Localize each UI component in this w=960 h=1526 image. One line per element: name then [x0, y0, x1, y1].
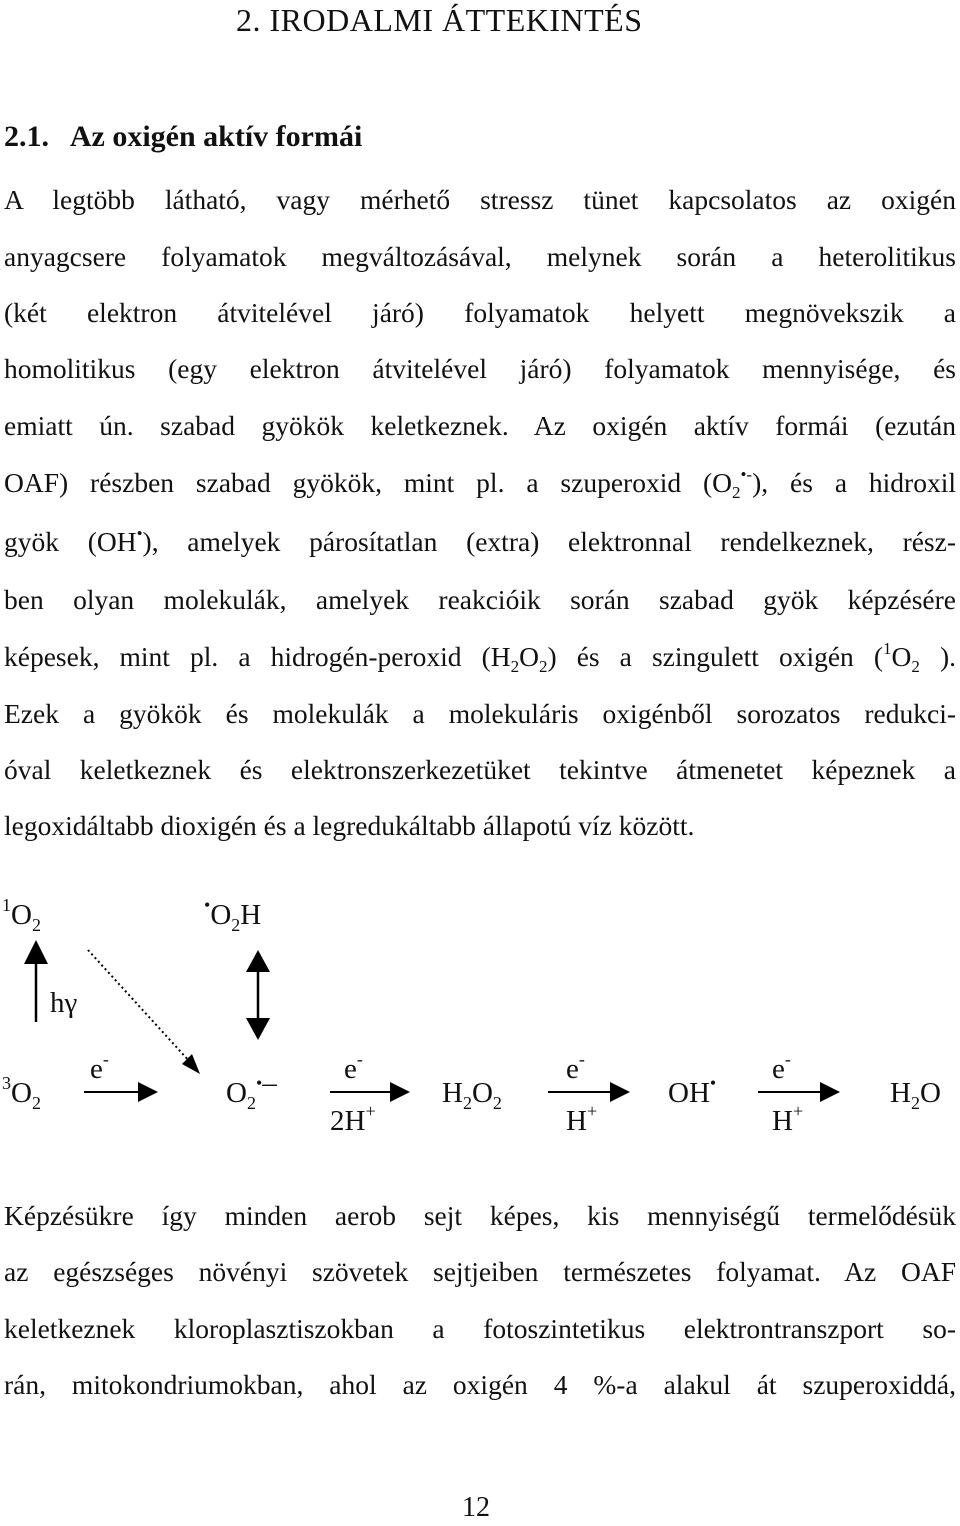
text-line: [4, 522, 956, 562]
arrow-right-icon: [820, 1082, 840, 1102]
superscript: •-: [740, 465, 753, 484]
subscript: 2: [731, 483, 741, 502]
superscript: 1: [883, 639, 892, 658]
subscript: 2: [538, 657, 548, 676]
electron-label: e-: [90, 1049, 109, 1085]
section-number: 2.1.: [4, 120, 49, 153]
text-line: emiatt ún. szabad gyökök keletkeznek. Az oxigén aktív formái (ezután: [4, 410, 956, 441]
hydrogen-peroxide-label: $H_2O_2$: [442, 1077, 502, 1113]
chapter-title: 2. IRODALMI ÁTTEKINTÉS: [236, 2, 643, 38]
electron-label: e-: [344, 1049, 363, 1085]
singlet-oxygen-label: $^1O_2$: [2, 895, 41, 935]
light-label: hγ: [50, 987, 78, 1019]
text-run: képesek, mint pl. a hidrogén-peroxid (H: [4, 641, 511, 672]
text-line: legoxidáltabb dioxigén és a legredukáltabb állapotú víz között.: [4, 810, 695, 841]
text-line: homolitikus (egy elektron átvitelével járó) folyamatok mennyisége, és: [4, 353, 956, 384]
text-line: anyagcsere folyamatok megváltozásával, melynek során a heterolitikus: [4, 241, 956, 272]
text-run: ), és a hidroxil: [752, 467, 956, 498]
electron-label: e-: [566, 1049, 585, 1085]
reaction-diagram: [0, 880, 960, 1170]
text-line: ben olyan molekulák, amelyek reakcióik során szabad gyök képzésére: [4, 584, 956, 615]
diagram-arrows: [0, 880, 960, 1170]
text-run: gyök (OH: [4, 526, 137, 557]
text-run: O: [519, 641, 539, 672]
text-line: az egészséges növényi szövetek sejtjeiben természetes folyamat. Az OAF: [4, 1256, 956, 1287]
arrow-down-icon: [246, 1018, 270, 1040]
text-line: [4, 637, 956, 677]
text-line: óval keletkeznek és elektronszerkezetüket tekintve átmenetet képeznek a: [4, 754, 956, 785]
arrow-up-icon: [246, 950, 270, 972]
subscript: 2: [510, 657, 520, 676]
text-run: OAF) részben szabad gyökök, mint pl. a szuperoxid (O: [4, 467, 732, 498]
arrow-diagonal-icon: [182, 1054, 200, 1074]
subscript: 2: [911, 657, 920, 676]
arrow-right-icon: [138, 1082, 158, 1102]
text-line: A legtöbb látható, vagy mérhető stressz tünet kapcsolatos az oxigén: [4, 184, 956, 215]
text-line: [4, 463, 956, 503]
arrow-right-icon: [610, 1082, 630, 1102]
hydroxyl-radical-label: OH•: [668, 1073, 717, 1109]
proton-label: H+: [772, 1101, 804, 1137]
text-line: keletkeznek kloroplasztiszokban a fotoszintetikus elektrontranszport so-: [4, 1313, 956, 1344]
text-run: ) és a szingulett oxigén (: [547, 641, 884, 672]
proton-label: H+: [566, 1101, 598, 1137]
section-heading: [4, 120, 362, 154]
arrow-right-icon: [390, 1082, 410, 1102]
text-run: ), amelyek párosítatlan (extra) elektronnal rendelkeznek, rész-: [142, 526, 956, 557]
text-line: rán, mitokondriumokban, ahol az oxigén 4 %-a alakul át szuperoxiddá,: [4, 1369, 956, 1400]
text-line: (két elektron átvitelével járó) folyamatok helyett megnövekszik a: [4, 297, 956, 328]
water-label: $H_2O$: [890, 1077, 941, 1113]
text-line: Képzésükre így minden aerob sejt képes, kis mennyiségű termelődésük: [4, 1200, 956, 1231]
perhydroxyl-label: $^•O_2H$: [204, 895, 262, 935]
triplet-oxygen-label: $^3O_2$: [2, 1073, 41, 1113]
text-line: Ezek a gyökök és molekulák a molekuláris oxigénből sorozatos redukci-: [4, 698, 956, 729]
arrow-up-icon: [24, 940, 48, 964]
superscript: •: [136, 524, 143, 543]
text-run: O: [891, 641, 912, 672]
page-number: 12: [462, 1492, 490, 1523]
section-title: Az oxigén aktív formái: [69, 120, 363, 153]
superoxide-label: $O_2^•-$: [226, 1067, 277, 1113]
two-protons-label: 2H+: [330, 1101, 376, 1137]
electron-label: e-: [772, 1049, 791, 1085]
text-run: ).: [919, 641, 956, 672]
